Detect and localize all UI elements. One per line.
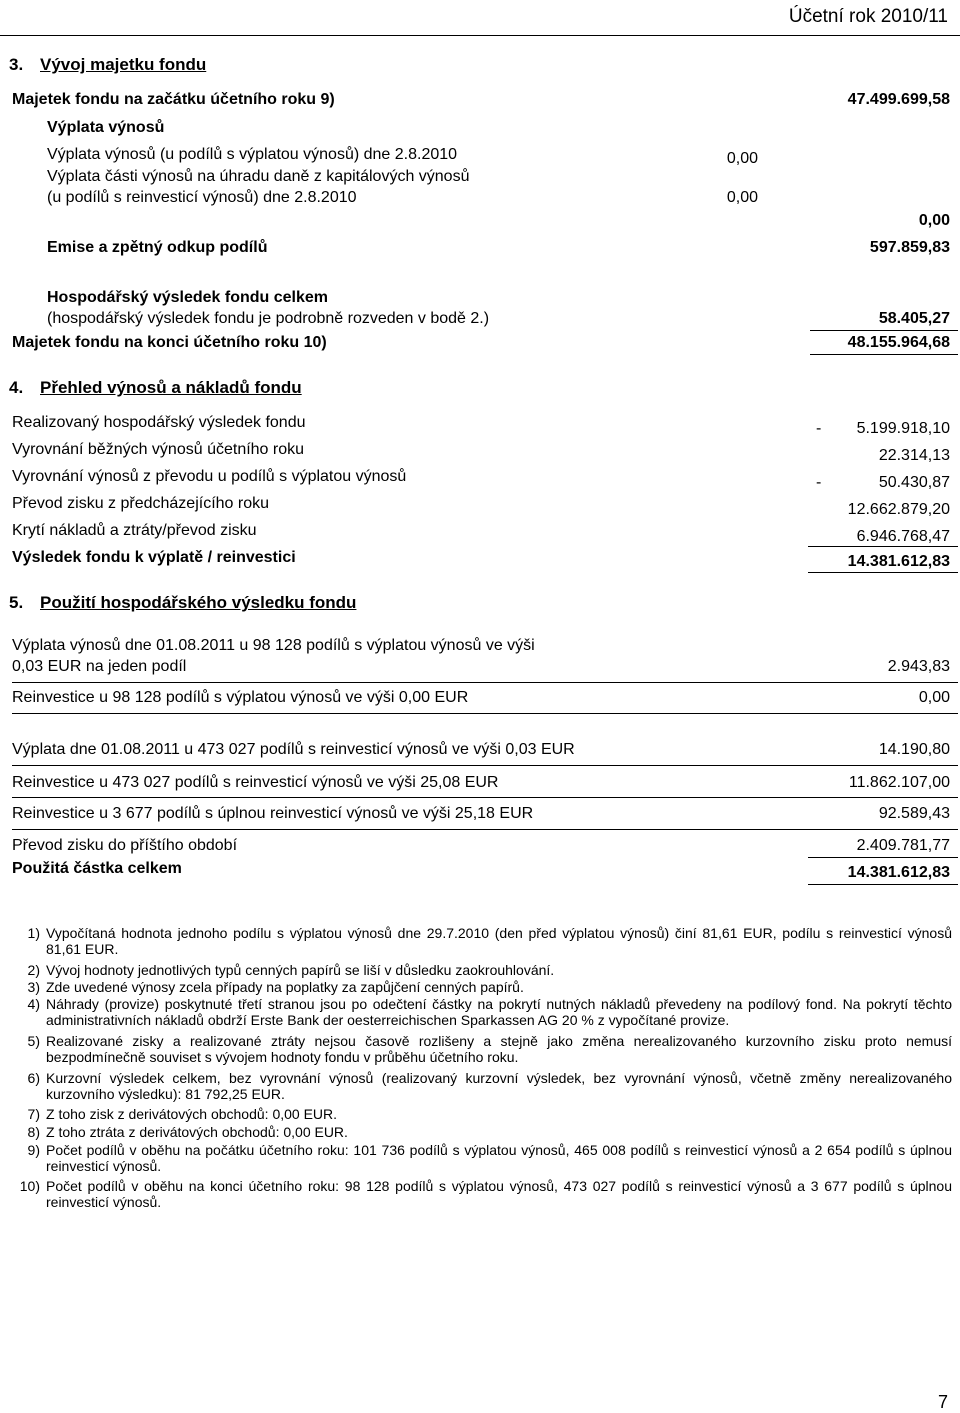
footnote bbox=[12, 996, 952, 1028]
payout1-label: Výplata výnosů (u podílů s výplatou výnosů) dne 2.8.2010 bbox=[47, 146, 458, 163]
footnote bbox=[12, 1070, 952, 1102]
payout2-label-line1: Výplata části výnosů na úhradu daně z kapitálových výnosů bbox=[47, 168, 470, 185]
sec4-total-rule bbox=[808, 572, 958, 573]
footnote-number: 2) bbox=[27, 962, 40, 978]
footnote-number: 10) bbox=[19, 1178, 40, 1194]
footnote-number: 6) bbox=[27, 1070, 40, 1086]
sec4-row-label: Realizovaný hospodářský výsledek fondu bbox=[12, 414, 306, 431]
issue-label: Emise a zpětný odkup podílů bbox=[47, 239, 268, 256]
footnote-text: Zde uvedené výnosy zcela případy na poplatky za zapůjčení cenných papírů. bbox=[46, 979, 524, 995]
footnote-text: Realizované zisky a realizované ztráty nejsou časově rozlišeny a stejně jako změna nerealizovaného kurzovního zisku proto nemusí bezpodmínečně souviset s vývojem hodnoty fondu v průběhu účetního roku. bbox=[46, 1033, 952, 1065]
footnote-text: Z toho ztráta z derivátových obchodů: 0,00 EUR. bbox=[46, 1124, 348, 1140]
footnote-text: Vypočítaná hodnota jednoho podílu s výplatou výnosů dne 29.7.2010 (den před výplatou výnosů) činí 81,61 EUR, podílu s reinvesticí výnosů 81,61 EUR. bbox=[46, 925, 952, 957]
payout-heading: Výplata výnosů bbox=[47, 119, 165, 136]
footnote bbox=[12, 1106, 952, 1122]
sec5-row1-rule bbox=[12, 682, 958, 683]
payout-total: 0,00 bbox=[918, 212, 950, 229]
sec5-total-value: 14.381.612,83 bbox=[847, 864, 950, 881]
footnote bbox=[12, 1033, 952, 1065]
page-number: 7 bbox=[937, 1392, 948, 1412]
footnote-number: 3) bbox=[27, 979, 40, 995]
section-3-number: 3. bbox=[9, 55, 24, 74]
sec4-row-value: 6.946.768,47 bbox=[856, 528, 950, 545]
header-rule bbox=[0, 35, 960, 36]
sec4-row-label: Vyrovnání běžných výnosů účetního roku bbox=[12, 441, 305, 458]
footnote-number: 9) bbox=[27, 1142, 40, 1158]
sec5-row4-value: 11.862.107,00 bbox=[848, 774, 950, 791]
footnote-text: Náhrady (provize) poskytnuté třetí stranou jsou po odečtení částky na pokrytí nutných nákladů převedeny na podílový fond. Na pokrytí těchto administrativních nákladů obdrží Erste Bank der oesterreichischen Sparkassen AG 20 % z vypočítané provize. bbox=[46, 996, 952, 1028]
result-label-line1: Hospodářský výsledek fondu celkem bbox=[47, 289, 328, 306]
sec5-row6-value: 2.409.781,77 bbox=[856, 837, 950, 854]
page-header-title: Účetní rok 2010/11 bbox=[788, 6, 948, 27]
end-rule bbox=[810, 354, 958, 355]
footnote bbox=[12, 925, 952, 957]
footnote bbox=[12, 1178, 952, 1210]
footnote-text: Vývoj hodnoty jednotlivých typů cenných papírů se liší v důsledku zaokrouhlování. bbox=[46, 962, 555, 978]
section-3-title: Vývoj majetku fondu bbox=[40, 55, 207, 74]
sec4-total-value: 14.381.612,83 bbox=[847, 553, 950, 570]
section-4-title: Přehled výnosů a nákladů fondu bbox=[40, 378, 302, 397]
sec4-row-value: 5.199.918,10 bbox=[856, 420, 950, 437]
footnote-number: 8) bbox=[27, 1124, 40, 1140]
sec5-row3-rule bbox=[12, 765, 958, 766]
sec5-row1-label-line2: 0,03 EUR na jeden podíl bbox=[12, 658, 187, 675]
footnote-text: Z toho zisk z derivátových obchodů: 0,00 EUR. bbox=[46, 1106, 338, 1122]
sec5-row2-label: Reinvestice u 98 128 podílů s výplatou výnosů ve výši 0,00 EUR bbox=[12, 689, 469, 706]
sec4-row-sign: - bbox=[816, 420, 822, 437]
sec5-row5-value: 92.589,43 bbox=[878, 805, 950, 822]
sec5-total-label: Použitá částka celkem bbox=[12, 860, 182, 877]
footnote bbox=[12, 962, 952, 978]
sec5-row2-rule bbox=[12, 713, 958, 714]
footnote bbox=[12, 1142, 952, 1174]
footnote-number: 7) bbox=[27, 1106, 40, 1122]
footnote bbox=[12, 1124, 952, 1140]
section-5-title: Použití hospodářského výsledku fondu bbox=[40, 593, 357, 612]
start-value: 47.499.699,58 bbox=[847, 91, 950, 108]
result-rule bbox=[810, 330, 958, 331]
sec4-row-label: Vyrovnání výnosů z převodu u podílů s výplatou výnosů bbox=[12, 468, 407, 485]
start-label: Majetek fondu na začátku účetního roku 9) bbox=[12, 91, 335, 108]
sec5-row1-value: 2.943,83 bbox=[887, 658, 950, 675]
section-5-number: 5. bbox=[9, 593, 24, 612]
footnote-number: 5) bbox=[27, 1033, 40, 1049]
sec5-row3-value: 14.190,80 bbox=[878, 741, 950, 758]
sec5-row6-rule bbox=[808, 857, 958, 858]
sec5-row2-value: 0,00 bbox=[918, 689, 950, 706]
sec4-row-label: Převod zisku z předcházejícího roku bbox=[12, 495, 270, 512]
issue-value: 597.859,83 bbox=[869, 239, 950, 256]
sec5-row4-label: Reinvestice u 473 027 podílů s reinvesticí výnosů ve výši 25,08 EUR bbox=[12, 774, 499, 791]
sec5-row4-rule bbox=[12, 797, 958, 798]
sec5-row5-rule bbox=[12, 829, 958, 830]
end-label: Majetek fondu na konci účetního roku 10) bbox=[12, 334, 327, 351]
sec4-total-label: Výsledek fondu k výplatě / reinvestici bbox=[12, 549, 296, 566]
end-value: 48.155.964,68 bbox=[847, 334, 950, 351]
sec4-row-sign: - bbox=[816, 474, 822, 491]
payout2-label-line2: (u podílů s reinvesticí výnosů) dne 2.8.2010 bbox=[47, 189, 357, 206]
sec5-row5-label: Reinvestice u 3 677 podílů s úplnou reinvesticí výnosů ve výši 25,18 EUR bbox=[12, 805, 534, 822]
footnote-text: Počet podílů v oběhu na konci účetního roku: 98 128 podílů s výplatou výnosů, 473 027 podílů s reinvesticí výnosů a 3 677 podílů s úplnou reinvesticí výnosů. bbox=[46, 1178, 952, 1210]
sec4-subtotal-rule bbox=[808, 546, 958, 547]
payout1-value: 0,00 bbox=[726, 150, 758, 167]
footnote-number: 1) bbox=[27, 925, 40, 941]
sec5-row6-label: Převod zisku do příštího období bbox=[12, 837, 238, 854]
footnote bbox=[12, 979, 952, 995]
result-value: 58.405,27 bbox=[878, 310, 950, 327]
payout2-value: 0,00 bbox=[726, 189, 758, 206]
sec5-row1-label-line1: Výplata výnosů dne 01.08.2011 u 98 128 podílů s výplatou výnosů ve výši bbox=[12, 637, 535, 654]
sec4-row-label: Krytí nákladů a ztráty/převod zisku bbox=[12, 522, 257, 539]
sec5-row3-label: Výplata dne 01.08.2011 u 473 027 podílů s reinvesticí výnosů ve výši 0,03 EUR bbox=[12, 741, 575, 758]
footnote-text: Kurzovní výsledek celkem, bez vyrovnání výnosů (realizovaný kurzovní výsledek, bez vyrovnání výnosů, včetně změny nerealizovaného kurzovního výsledku): 81 792,25 EUR. bbox=[46, 1070, 952, 1102]
footnote-text: Počet podílů v oběhu na počátku účetního roku: 101 736 podílů s výplatou výnosů, 465 008 podílů s reinvesticí výnosů a 2 654 podílů s úplnou reinvesticí výnosů. bbox=[46, 1142, 952, 1174]
sec4-row-value: 12.662.879,20 bbox=[847, 501, 950, 518]
sec4-row-value: 22.314,13 bbox=[878, 447, 950, 464]
footnote-number: 4) bbox=[27, 996, 40, 1012]
sec4-row-value: 50.430,87 bbox=[878, 474, 950, 491]
sec5-total-rule bbox=[808, 884, 958, 885]
section-4-number: 4. bbox=[9, 378, 24, 397]
result-label-line2: (hospodářský výsledek fondu je podrobně rozveden v bodě 2.) bbox=[47, 310, 490, 327]
